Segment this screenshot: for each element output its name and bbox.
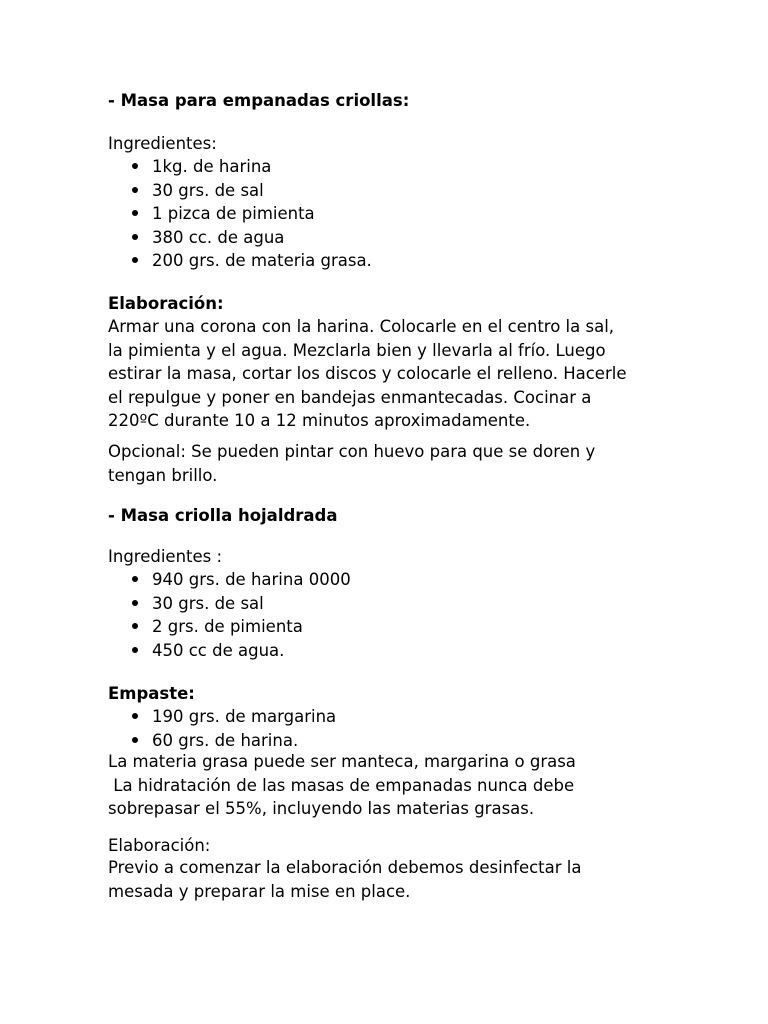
recipe1-optional-text: [108, 440, 728, 487]
paragraph-line: La hidratación de las masas de empanadas nunca debe: [108, 775, 575, 795]
paragraph-line: sobrepasar el 55%, incluyendo las materias grasas.: [108, 799, 535, 818]
recipe1-elaboration-heading: Elaboración:: [108, 294, 224, 313]
paragraph-line: Opcional: Se pueden pintar con huevo para que se doren y: [108, 442, 596, 461]
recipe2-ingredients-label: Ingredientes :: [108, 547, 223, 566]
paragraph-line: Armar una corona con la harina. Colocarle en el centro la sal,: [108, 317, 615, 336]
paragraph-line: estirar la masa, cortar los discos y colocarle el relleno. Hacerle: [108, 364, 627, 383]
recipe1-ingredients-label: Ingredientes:: [108, 134, 217, 153]
recipe2-elaboration-heading: Elaboración:: [108, 836, 211, 855]
list-item: 30 grs. de sal: [108, 179, 728, 203]
paragraph-line: mesada y preparar la mise en place.: [108, 881, 411, 901]
recipe2-elaboration-text: [108, 856, 728, 903]
paragraph-line: tengan brillo.: [108, 465, 218, 485]
paragraph-line: Previo a comenzar la elaboración debemos desinfectar la: [108, 858, 582, 877]
list-item: 30 grs. de sal: [108, 592, 728, 616]
list-item: 450 cc de agua.: [108, 639, 728, 663]
paragraph-line: 220ºC durante 10 a 12 minutos aproximadamente.: [108, 411, 531, 430]
paragraph-line: la pimienta y el agua. Mezclarla bien y llevarla al frío. Luego: [108, 340, 606, 360]
paragraph-line: el repulgue y poner en bandejas enmantecadas. Cocinar a: [108, 387, 592, 407]
list-item: 200 grs. de materia grasa.: [108, 249, 728, 273]
list-item: 190 grs. de margarina: [108, 705, 728, 729]
recipe1-title: - Masa para empanadas criollas:: [108, 91, 410, 110]
recipe2-empaste-heading: Empaste:: [108, 684, 195, 703]
list-item: 1 pizca de pimienta: [108, 202, 728, 226]
recipe2-ingredients-list: [108, 568, 728, 662]
paragraph-line: La materia grasa puede ser manteca, margarina o grasa: [108, 752, 576, 771]
list-item: 1kg. de harina: [108, 155, 728, 179]
recipe2-note-text: [108, 750, 728, 821]
list-item: 60 grs. de harina.: [108, 729, 728, 753]
recipe1-ingredients-list: [108, 155, 728, 273]
list-item: 940 grs. de harina 0000: [108, 568, 728, 592]
list-item: 380 cc. de agua: [108, 226, 728, 250]
recipe1-elaboration-text: [108, 315, 728, 433]
recipe2-empaste-list: [108, 705, 728, 752]
list-item: 2 grs. de pimienta: [108, 615, 728, 639]
recipe2-title: - Masa criolla hojaldrada: [108, 506, 338, 525]
